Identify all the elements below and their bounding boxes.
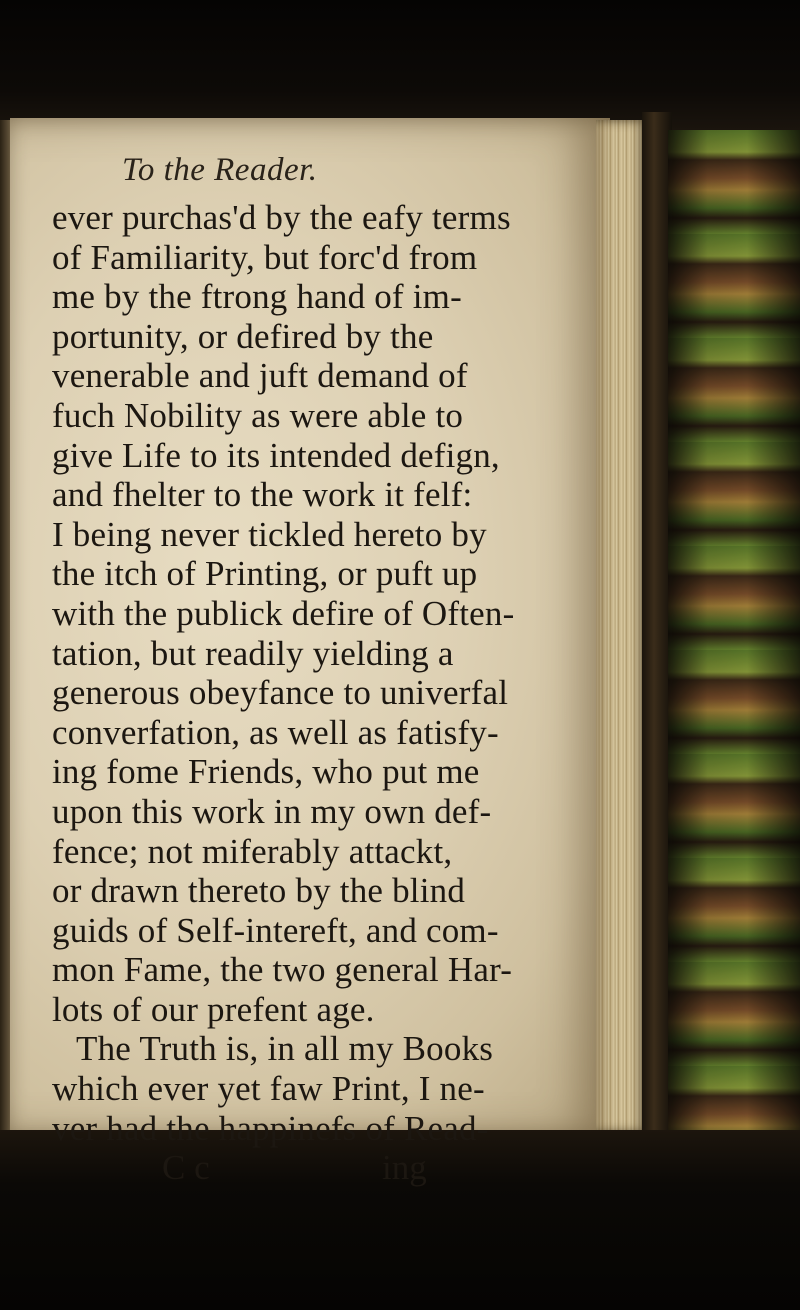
text-line: or drawn thereto by the blind: [52, 871, 466, 911]
text-line: fence; not miferably attackt,: [52, 831, 453, 871]
dark-background-top: [0, 0, 800, 130]
catchword: ing: [382, 1148, 427, 1188]
text-line: with the publick defire of Often-: [52, 593, 515, 633]
text-line: of Familiarity, but forc'd from: [52, 237, 478, 277]
text-line: fuch Nobility as were able to: [52, 395, 464, 435]
text-line: tation, but readily yielding a: [52, 633, 454, 673]
text-line: ver had the happinefs of Read-: [52, 1108, 489, 1148]
text-line: venerable and juft demand of: [52, 356, 468, 396]
text-line: me by the ftrong hand of im-: [52, 277, 462, 317]
text-line: which ever yet faw Print, I ne-: [52, 1069, 485, 1109]
text-line: generous obeyfance to univerfal: [52, 673, 509, 713]
body-text: [52, 198, 612, 1148]
text-line: portunity, or defired by the: [52, 316, 434, 356]
text-line: guids of Self-intereft, and com-: [52, 910, 499, 950]
page-text: [52, 150, 612, 1188]
text-line: give Life to its intended defign,: [52, 435, 500, 475]
text-line: ever purchas'd by the eafy terms: [52, 198, 511, 237]
text-line: upon this work in my own def-: [52, 791, 492, 831]
text-line: and fhelter to the work it felf:: [52, 475, 473, 515]
running-head: To the Reader.: [122, 152, 318, 188]
text-line: converfation, as well as fatisfy-: [52, 712, 499, 752]
text-line: the itch of Printing, or puft up: [52, 554, 478, 594]
page-footer-line: [52, 1148, 612, 1188]
text-line: The Truth is, in all my Books: [76, 1029, 494, 1069]
text-line: lots of our prefent age.: [52, 989, 375, 1029]
signature-mark: C c: [162, 1148, 210, 1188]
text-line: I being never tickled hereto by: [52, 514, 487, 554]
text-line: ing fome Friends, who put me: [52, 752, 480, 792]
text-line: mon Fame, the two general Har-: [52, 950, 513, 990]
marbled-cover-edge: [668, 130, 800, 1130]
